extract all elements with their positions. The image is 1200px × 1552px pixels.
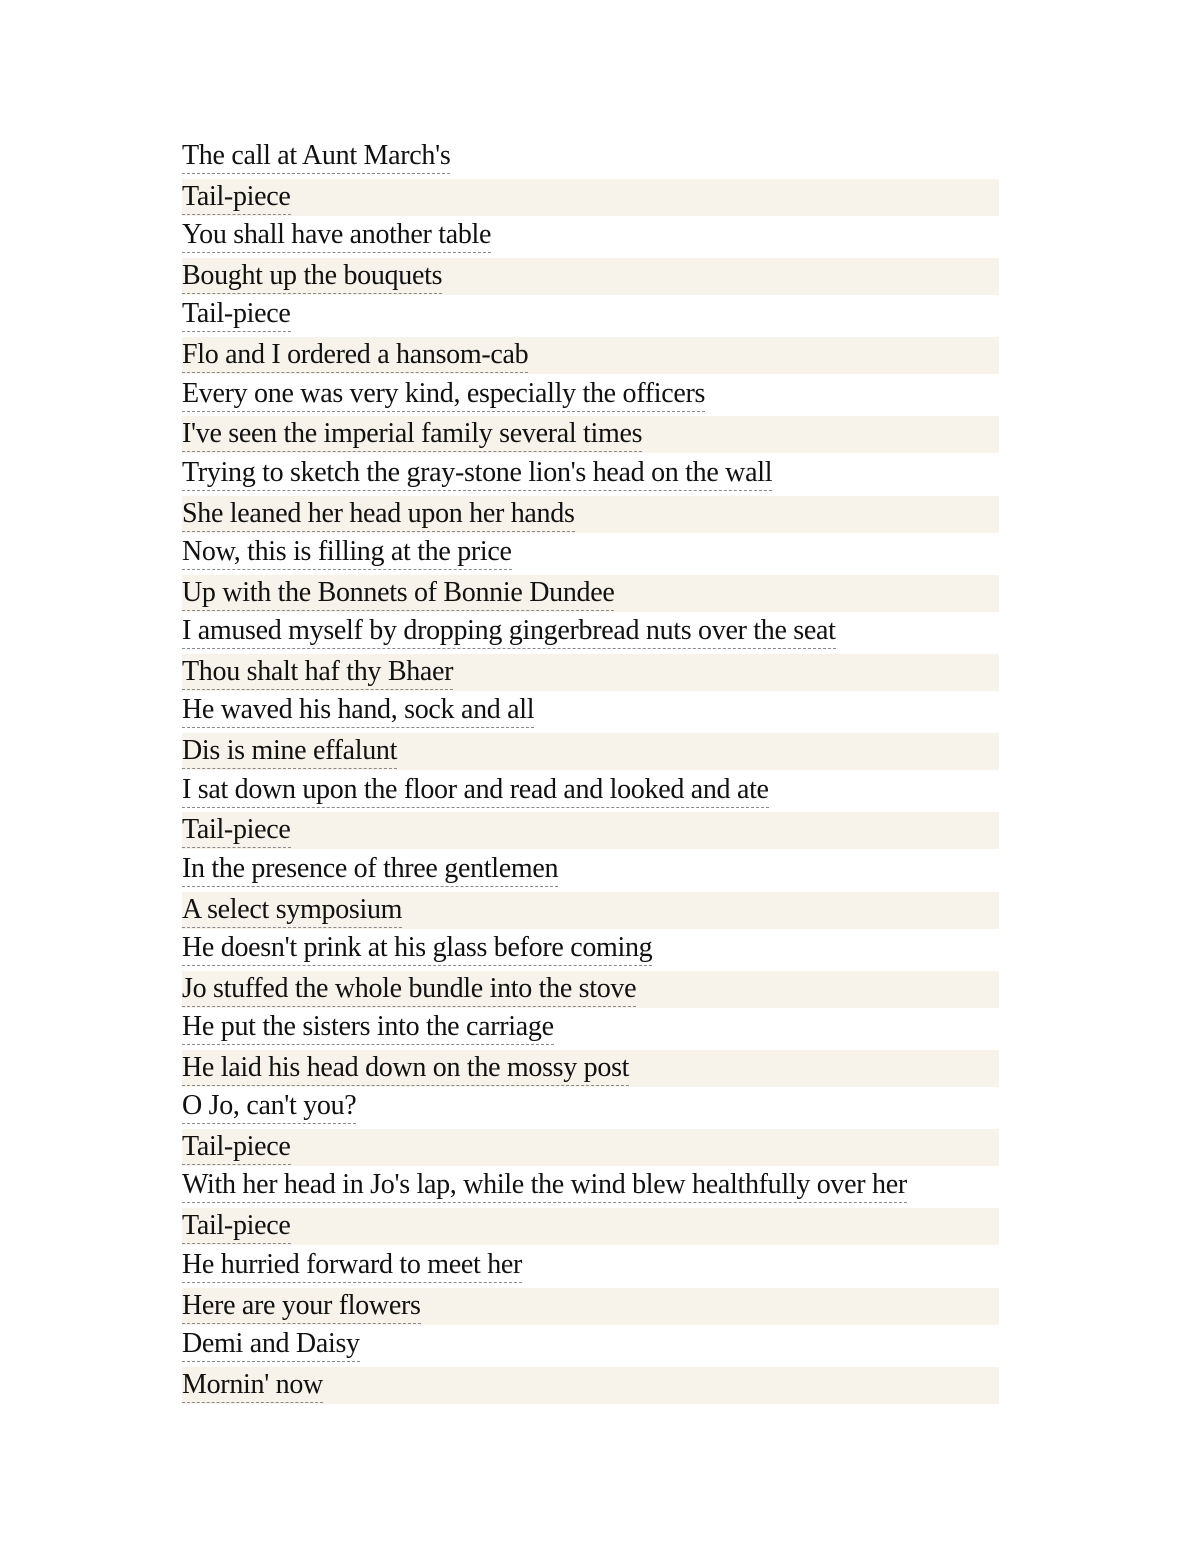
list-item bbox=[182, 1129, 999, 1166]
illustration-link[interactable]: He laid his head down on the mossy post bbox=[182, 1051, 629, 1086]
list-item bbox=[182, 971, 999, 1008]
illustration-link[interactable]: Tail-piece bbox=[182, 1209, 291, 1244]
list-item bbox=[182, 534, 999, 574]
illustration-link[interactable]: Every one was very kind, especially the officers bbox=[182, 377, 705, 412]
list-item bbox=[182, 692, 999, 732]
illustration-link[interactable]: The call at Aunt March's bbox=[182, 139, 450, 174]
illustration-link[interactable]: Jo stuffed the whole bundle into the stove bbox=[182, 972, 636, 1007]
list-item bbox=[182, 613, 999, 653]
illustration-link[interactable]: Thou shalt haf thy Bhaer bbox=[182, 655, 453, 690]
illustration-link[interactable]: A select symposium bbox=[182, 893, 402, 928]
list-item bbox=[182, 733, 999, 770]
illustration-link[interactable]: Here are your flowers bbox=[182, 1289, 421, 1324]
illustration-link[interactable]: Tail-piece bbox=[182, 813, 291, 848]
illustration-link[interactable]: In the presence of three gentlemen bbox=[182, 852, 558, 887]
illustration-link[interactable]: Bought up the bouquets bbox=[182, 259, 442, 294]
list-item bbox=[182, 1009, 999, 1049]
list-item bbox=[182, 892, 999, 929]
list-item bbox=[182, 376, 999, 416]
illustration-link[interactable]: I sat down upon the floor and read and looked and ate bbox=[182, 773, 769, 808]
list-item bbox=[182, 1288, 999, 1325]
illustration-link[interactable]: Up with the Bonnets of Bonnie Dundee bbox=[182, 576, 614, 611]
illustration-link[interactable]: He waved his hand, sock and all bbox=[182, 693, 534, 728]
list-item bbox=[182, 1050, 999, 1087]
list-item bbox=[182, 1326, 999, 1366]
illustration-link[interactable]: Demi and Daisy bbox=[182, 1327, 360, 1362]
illustration-link[interactable]: With her head in Jo's lap, while the wind blew healthfully over her bbox=[182, 1168, 907, 1203]
list-item bbox=[182, 416, 999, 453]
illustration-link[interactable]: O Jo, can't you? bbox=[182, 1089, 356, 1124]
illustration-link[interactable]: She leaned her head upon her hands bbox=[182, 497, 575, 532]
illustration-link[interactable]: Tail-piece bbox=[182, 297, 291, 332]
illustration-link[interactable]: I've seen the imperial family several times bbox=[182, 417, 642, 452]
illustration-link[interactable]: Dis is mine effalunt bbox=[182, 734, 397, 769]
list-item bbox=[182, 1367, 999, 1404]
list-item bbox=[182, 179, 999, 216]
list-item bbox=[182, 337, 999, 374]
illustration-link[interactable]: Tail-piece bbox=[182, 1130, 291, 1165]
list-item bbox=[182, 1208, 999, 1245]
list-item bbox=[182, 1247, 999, 1287]
list-item bbox=[182, 812, 999, 849]
list-item bbox=[182, 851, 999, 891]
illustration-link[interactable]: Mornin' now bbox=[182, 1368, 323, 1403]
illustration-link[interactable]: He hurried forward to meet her bbox=[182, 1248, 522, 1283]
list-item bbox=[182, 772, 999, 812]
list-item bbox=[182, 496, 999, 533]
list-item bbox=[182, 930, 999, 970]
illustration-link[interactable]: Flo and I ordered a hansom-cab bbox=[182, 338, 528, 373]
list-item bbox=[182, 575, 999, 612]
list-item bbox=[182, 455, 999, 495]
illustration-link[interactable]: Tail-piece bbox=[182, 180, 291, 215]
list-item bbox=[182, 1167, 999, 1207]
illustration-link[interactable]: Now, this is filling at the price bbox=[182, 535, 512, 570]
list-item bbox=[182, 654, 999, 691]
list-item bbox=[182, 1088, 999, 1128]
illustration-list bbox=[182, 138, 999, 1405]
illustration-link[interactable]: He doesn't prink at his glass before coming bbox=[182, 931, 652, 966]
illustration-link[interactable]: He put the sisters into the carriage bbox=[182, 1010, 554, 1045]
illustration-link[interactable]: You shall have another table bbox=[182, 218, 491, 253]
list-item bbox=[182, 296, 999, 336]
illustration-link[interactable]: I amused myself by dropping gingerbread nuts over the seat bbox=[182, 614, 836, 649]
list-item bbox=[182, 138, 999, 178]
list-item bbox=[182, 217, 999, 257]
illustration-link[interactable]: Trying to sketch the gray-stone lion's head on the wall bbox=[182, 456, 772, 491]
list-item bbox=[182, 258, 999, 295]
